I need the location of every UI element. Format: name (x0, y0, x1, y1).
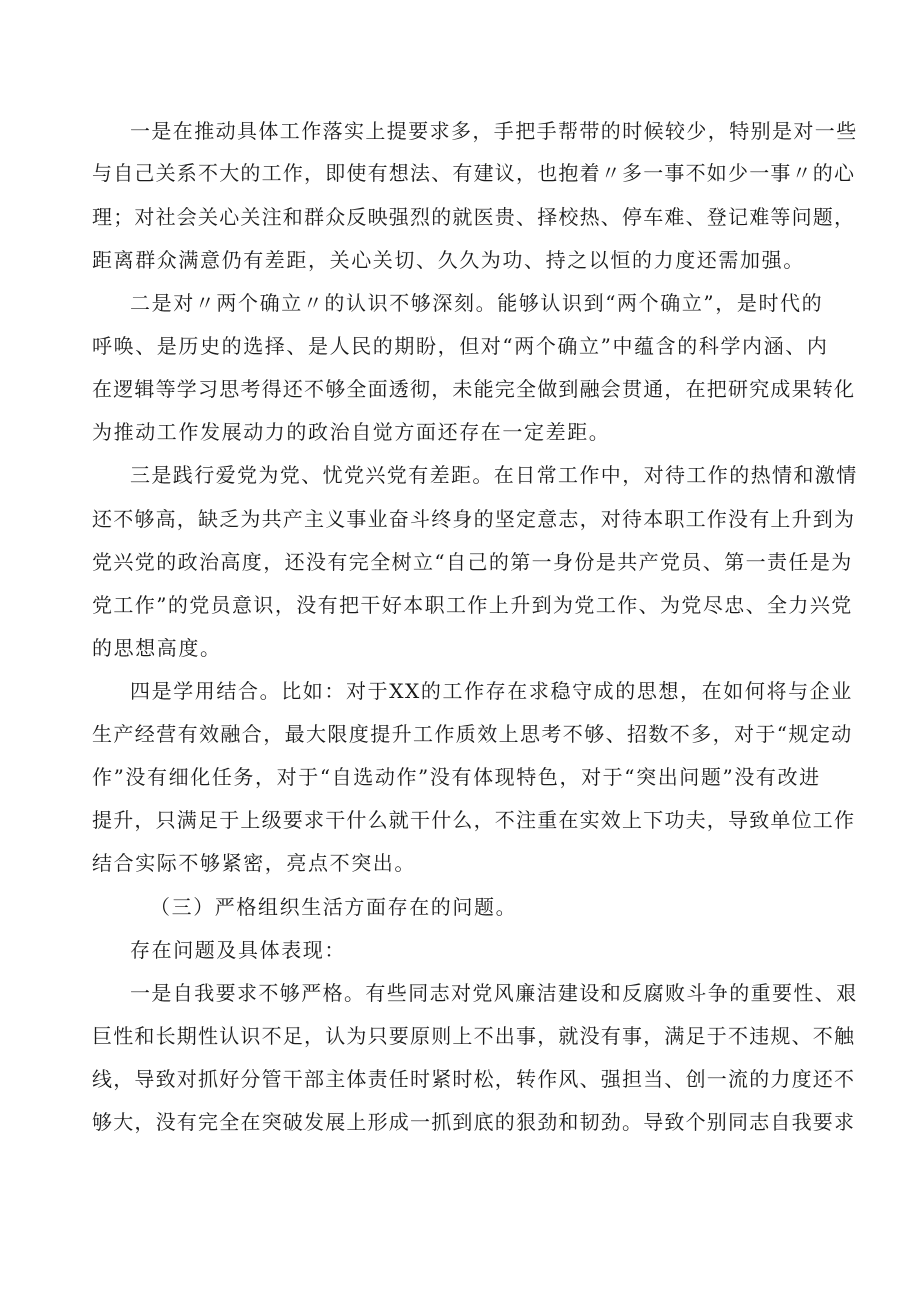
paragraph-line: 理；对社会关心关注和群众反映强烈的就医贵、择校热、停车难、登记难等问题， (92, 205, 856, 229)
paragraph-line: 巨性和长期性认识不足，认为只要原则上不出事，就没有事，满足于不违规、不触 (92, 1024, 856, 1048)
paragraph-line: 够大，没有完全在突破发展上形成一抓到底的狠劲和韧劲。导致个别同志自我要求 (92, 1110, 856, 1134)
paragraph-line: 作”没有细化任务，对于“自选动作”没有体现特色，对于“突出问题”没有改进 (92, 765, 821, 789)
paragraph-line: 二是对〃两个确立〃的认识不够深刻。能够认识到“两个确立”，是时代的 (130, 291, 824, 315)
paragraph-line: 党工作”的党员意识，没有把干好本职工作上升到为党工作、为党尽忠、全力兴党 (92, 593, 853, 617)
paragraph-line: 还不够高，缺乏为共产主义事业奋斗终身的坚定意志，对待本职工作没有上升到为 (92, 507, 856, 531)
paragraph-line: 的思想高度。 (92, 636, 222, 660)
paragraph-line: 与自己关系不大的工作，即使有想法、有建议，也抱着〃多一事不如少一事〃的心 (92, 161, 856, 185)
paragraph-line: 在逻辑等学习思考得还不够全面透彻，未能完全做到融会贯通，在把研究成果转化 (92, 377, 856, 401)
paragraph-line: 一是自我要求不够严格。有些同志对党风廉洁建设和反腐败斗争的重要性、艰 (130, 981, 858, 1005)
paragraph-line: 生产经营有效融合，最大限度提升工作质效上思考不够、招数不多，对于“规定动 (92, 722, 853, 746)
paragraph-line: 党兴党的政治高度，还没有完全树立“自己的第一身份是共产党员、第一责任是为 (92, 550, 853, 574)
paragraph-line: 结合实际不够紧密，亮点不突出。 (92, 851, 416, 875)
paragraph-line: 提升，只满足于上级要求干什么就干什么，不注重在实效上下功夫，导致单位工作 (92, 808, 856, 832)
subheading: 存在问题及具体表现： (130, 938, 346, 962)
paragraph-line: 三是践行爱党为党、忧党兴党有差距。在日常工作中，对待工作的热情和激情 (130, 463, 858, 487)
paragraph-line: 呼唤、是历史的选择、是人民的期盼，但对“两个确立”中蕴含的科学内涵、内 (92, 334, 829, 358)
paragraph-line: 距离群众满意仍有差距，关心关切、久久为功、持之以恒的力度还需加强。 (92, 248, 805, 272)
paragraph-line: 四是学用结合。比如：对于XX的工作存在求稳守成的思想，在如何将与企业 (130, 679, 853, 703)
paragraph-line: 一是在推动具体工作落实上提要求多，手把手帮带的时候较少，特别是对一些 (130, 119, 858, 143)
paragraph-line: 为推动工作发展动力的政治自觉方面还存在一定差距。 (92, 420, 611, 444)
paragraph-line: 线，导致对抓好分管干部主体责任时紧时松，转作风、强担当、创一流的力度还不 (92, 1067, 856, 1091)
section-heading: （三）严格组织生活方面存在的问题。 (150, 895, 518, 919)
